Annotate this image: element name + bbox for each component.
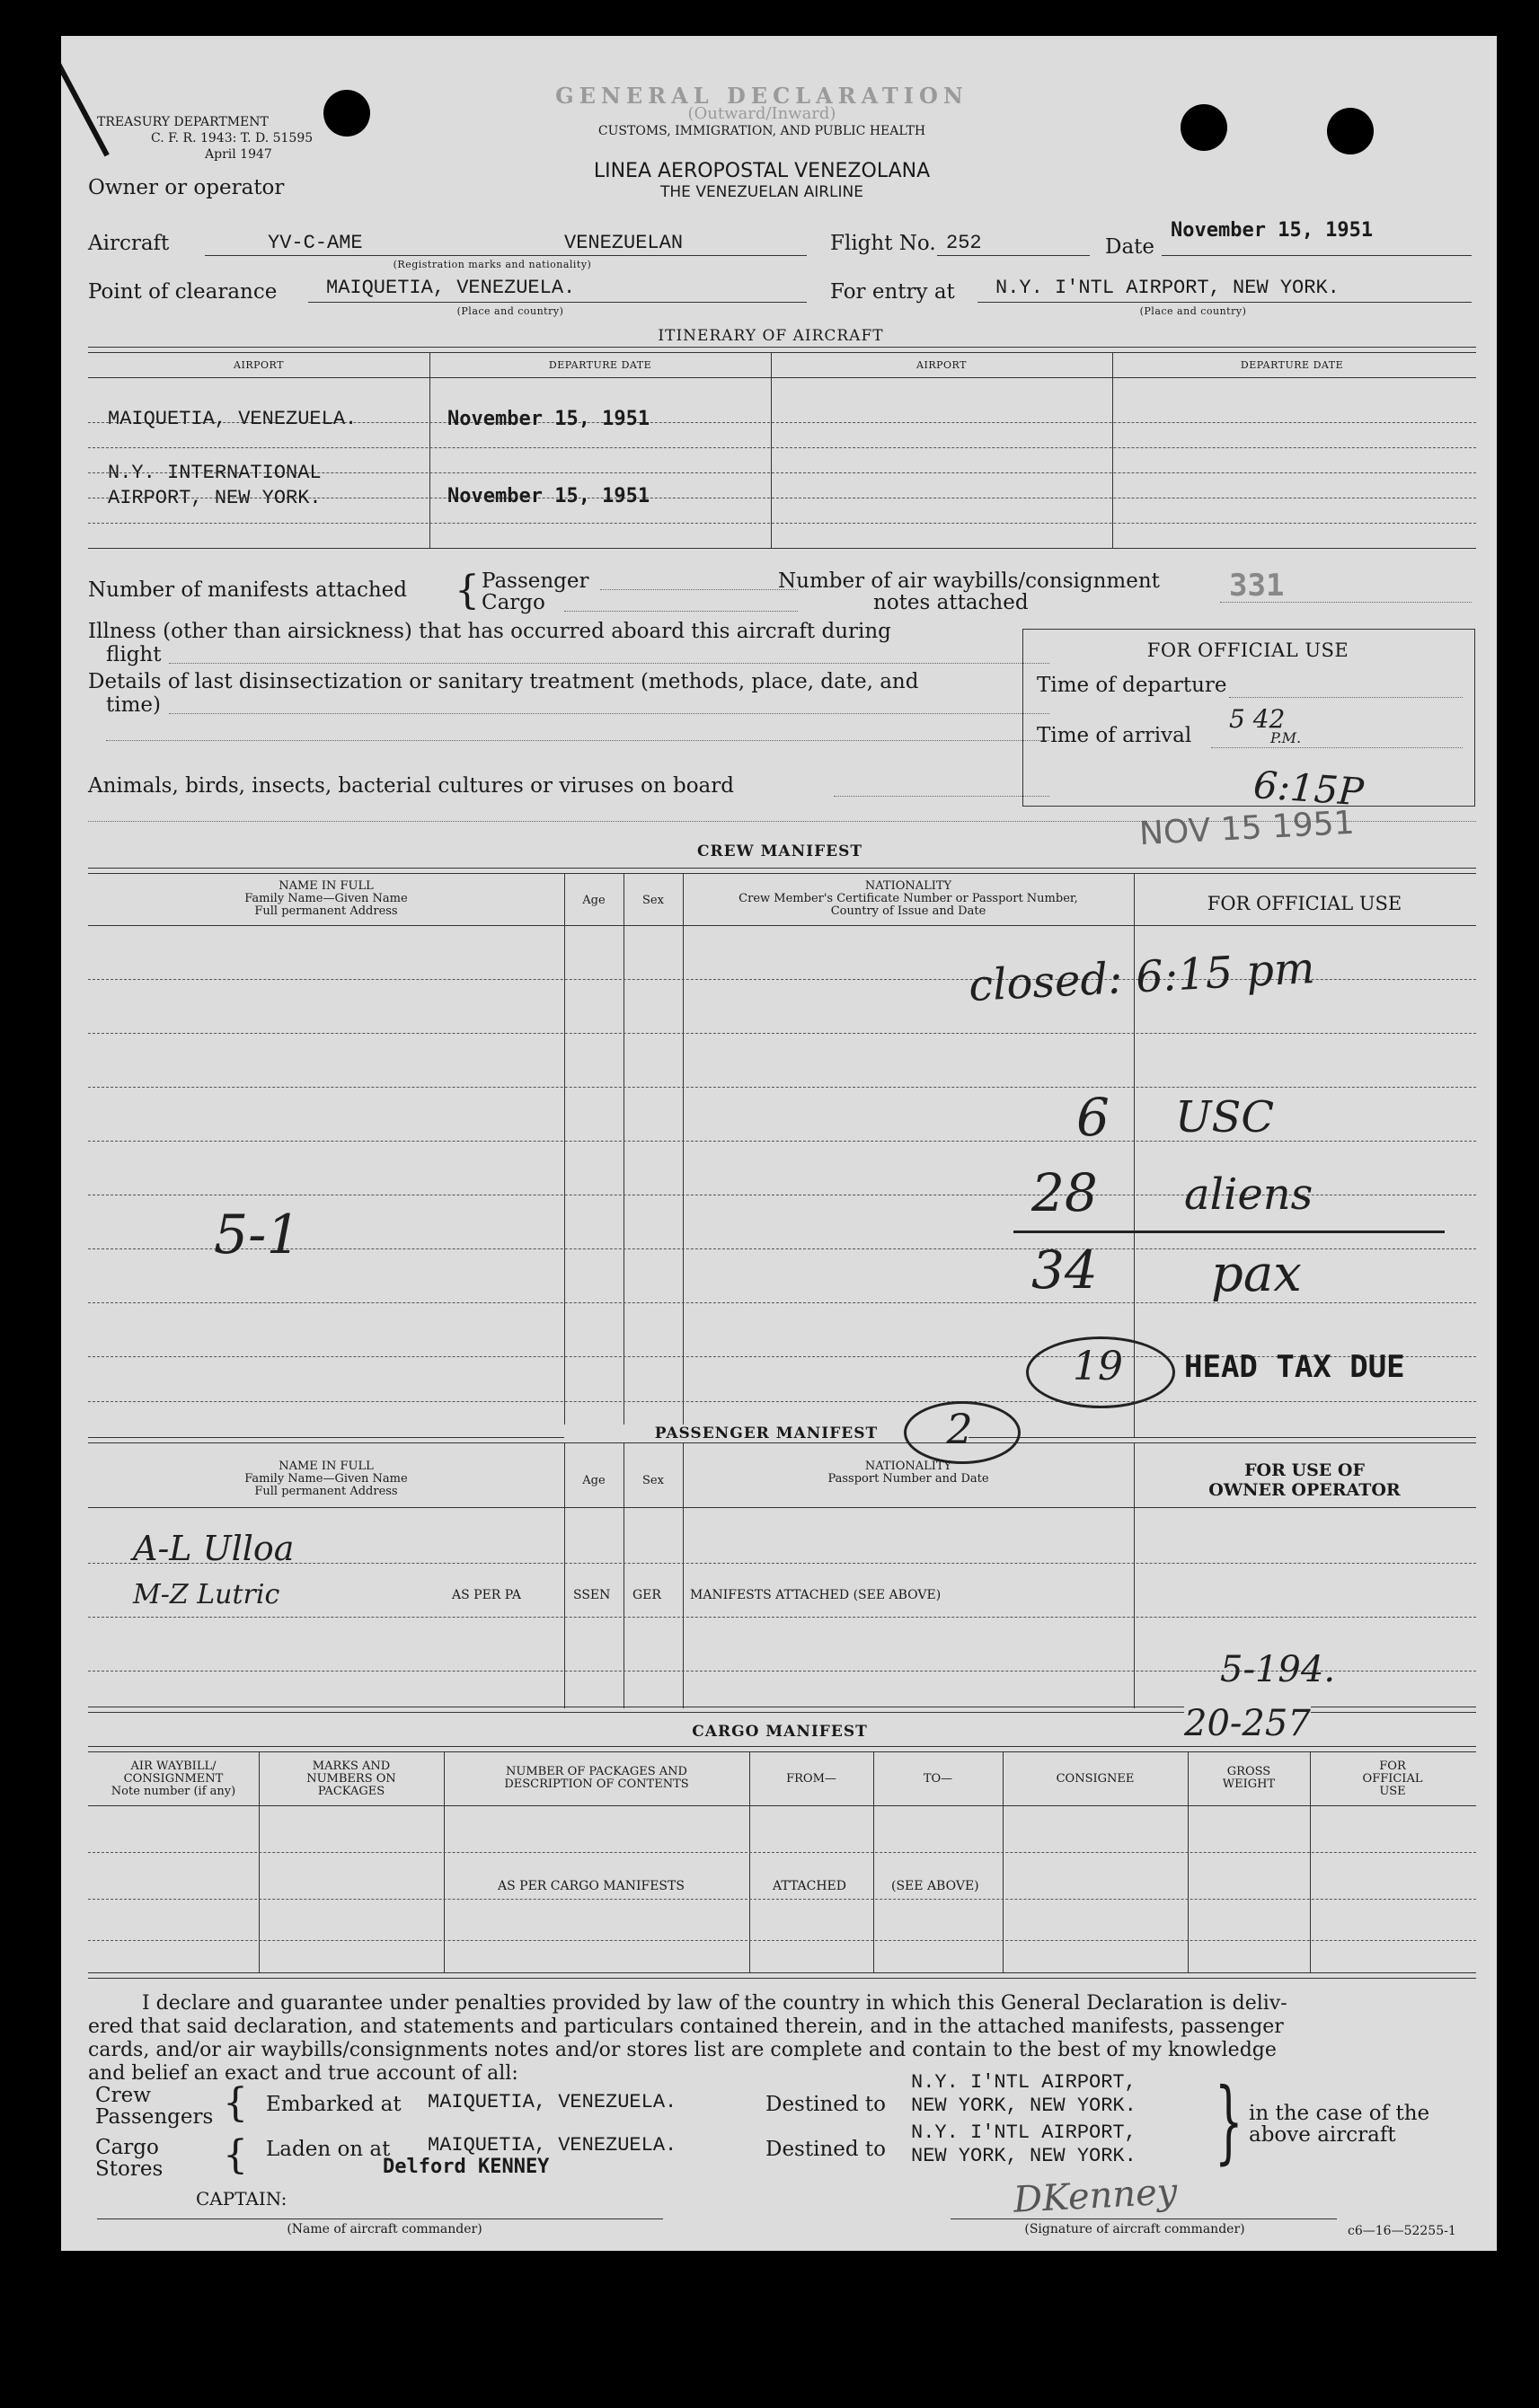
form-ref-cfr: C. F. R. 1943: T. D. 51595 — [151, 131, 314, 146]
form-ref-dept: TREASURY DEPARTMENT — [97, 115, 269, 129]
entry-point: N.Y. I'NTL AIRPORT, NEW YORK. — [995, 277, 1340, 299]
cargo-as-per: AS PER CARGO MANIFESTS — [498, 1879, 685, 1893]
entry-caption: (Place and country) — [1139, 305, 1247, 317]
corner-mark — [61, 59, 110, 157]
laden-label: Laden on at — [266, 2138, 391, 2161]
crew-note: 5-1 — [214, 1204, 301, 1266]
crew-col-name-3: Full permanent Address — [254, 904, 398, 918]
punch-hole — [323, 90, 370, 137]
date-label: Date — [1105, 235, 1155, 259]
declaration-line-4: and belief an exact and true account of all: — [88, 2062, 518, 2085]
crew-col-name-1: NAME IN FULL — [279, 879, 374, 893]
cargo-col-waybill-3: Note number (if any) — [111, 1785, 236, 1798]
pax-col-name-2: Family Name—Given Name — [244, 1472, 408, 1486]
cargo-col-official — [1310, 1760, 1475, 1798]
itin-col-departure-2: DEPARTURE DATE — [1240, 359, 1344, 371]
pax-as-per: AS PER PA — [452, 1588, 522, 1602]
crew-col-nat-2: Crew Member's Certificate Number or Passport Number, — [739, 892, 1078, 905]
closed-note: closed: 6:15 pm — [967, 942, 1316, 1012]
cargo-word: Cargo — [95, 2136, 159, 2159]
time-departure-label: Time of departure — [1037, 674, 1227, 697]
cargo-col-waybill-2: CONSIGNMENT — [123, 1772, 224, 1786]
punch-hole — [1181, 104, 1227, 151]
illness-label-2: flight — [106, 643, 162, 666]
date-stamp: NOV 15 1951 — [1138, 804, 1356, 853]
declaration-line-2: ered that said declaration, and statements and particulars contained therein, and in the attached manifests, passenger — [88, 2015, 1284, 2038]
destined-label-1: Destined to — [765, 2093, 887, 2116]
pax-col-name-1: NAME IN FULL — [279, 1460, 374, 1473]
embarked-label: Embarked at — [266, 2093, 402, 2116]
signature-caption: (Signature of aircraft commander) — [1024, 2222, 1245, 2236]
aircraft-nationality: VENEZUELAN — [564, 232, 684, 254]
arrival-time-pm: P.M. — [1270, 729, 1302, 746]
destination-2a: N.Y. I'NTL AIRPORT, — [911, 2121, 1137, 2144]
crew-col-nat-1: NATIONALITY — [864, 879, 952, 893]
pax-number-1: 5-194. — [1220, 1649, 1336, 1690]
animals-label: Animals, birds, insects, bacterial cultures or viruses on board — [88, 774, 734, 798]
captain-signature: DKenney — [1012, 2171, 1179, 2221]
manifests-attached-label: Number of manifests attached — [88, 578, 407, 602]
commander-name: Delford KENNEY — [383, 2156, 550, 2178]
itin-date-2: November 15, 1951 — [447, 485, 650, 507]
inspector-initials: 6:15P — [1252, 763, 1366, 815]
declaration-line-1: I declare and guarantee under penalties provided by law of the country in which this General Declaration is deliv- — [142, 1992, 1287, 2015]
destination-1a: N.Y. I'NTL AIRPORT, — [911, 2071, 1137, 2094]
tally-aliens-label: aliens — [1184, 1169, 1313, 1220]
crew-col-age: Age — [582, 894, 606, 907]
tally-usc-label: USC — [1175, 1092, 1275, 1142]
itin-col-airport: AIRPORT — [234, 359, 284, 371]
waybills-value: 331 — [1229, 568, 1285, 604]
manifest-cargo: Cargo — [482, 591, 545, 614]
tally-usc: 6 — [1076, 1087, 1110, 1148]
itin-col-airport-2: AIRPORT — [916, 359, 967, 371]
disinsect-label: Details of last disinsectization or sanitary treatment (methods, place, date, and — [88, 670, 919, 693]
itinerary-title: ITINERARY OF AIRCRAFT — [658, 327, 884, 345]
destined-label-2: Destined to — [765, 2138, 887, 2161]
pax-col-owner-2: OWNER OPERATOR — [1208, 1480, 1401, 1500]
cargo-col-waybill-1: AIR WAYBILL/ — [130, 1760, 217, 1773]
cargo-col-off-1: FOR — [1379, 1760, 1406, 1773]
disinsect-label-2: time) — [106, 693, 161, 717]
registration-caption: (Registration marks and nationality) — [393, 259, 592, 270]
itin-col-departure: DEPARTURE DATE — [548, 359, 652, 371]
waybills-label: Number of air waybills/consignment — [778, 569, 1160, 593]
pax-col-nat-2: Passport Number and Date — [827, 1472, 989, 1486]
aircraft-registration: YV-C-AME — [268, 232, 363, 254]
cargo-col-number — [444, 1766, 749, 1791]
illness-label: Illness (other than airsickness) that has occurred aboard this aircraft during — [88, 620, 891, 643]
cargo-col-num-1: NUMBER OF PACKAGES AND — [506, 1765, 687, 1778]
pax-col-name — [88, 1460, 564, 1498]
commander-caption: (Name of aircraft commander) — [287, 2222, 482, 2236]
crew-col-nationality — [683, 880, 1134, 918]
notes-attached-label: notes attached — [873, 591, 1029, 614]
cargo-col-marks-2: NUMBERS ON — [306, 1772, 396, 1786]
tally-sum-line — [1013, 1230, 1445, 1233]
destination-2b: NEW YORK, NEW YORK. — [911, 2145, 1137, 2167]
clearance-label: Point of clearance — [88, 280, 278, 304]
flight-number: 252 — [946, 232, 982, 254]
declaration-form: TREASURY DEPARTMENT C. F. R. 1943: T. D. 51595 April 1947 Owner or operator GENERAL DECLARATION (Outward/Inward) CUSTOMS, IMMIGRATION, AND PUBLIC HEALTH LINEA AEROPOSTAL VENEZOLANA THE VENEZUELAN AIRLINE Aircraft YV-C-AME VENEZUELAN (Registration marks and nationality) Flight No. 252 Date November 15, 1951 Point of clearance MAIQUETIA, VENEZUELA. (Place and country) For entry at N.Y. I'NTL AIRPORT, NEW YORK. (Place and country) ITINERARY OF AIRCRAFT AIRPORT DEPARTURE DATE AIRPORT DEPARTURE DATE MAIQUETIA, VENEZUELA. November 15, 1951 N.Y. INTERNATIONAL AIRPORT, NEW YORK. November 15, 1951 Number of manifests attached { Passenger Cargo Number of air waybills/consignment notes attached 331 Illness (other than airsickness) that has occurred aboard this aircraft during flight Details of last disinsectization or sanitary treatment (methods, place, date, and time) Animals, birds, insects, bacterial cultures or viruses on board FOR OFFICIAL USE Time of departure Time of arrival 5 42 P.M. 6:15P NOV 15 1951 CREW MANIFEST NAME IN FULL Family Name—Given Name Full permanent Address Age Sex NATIONALITY Crew Member's Certificate Number or Passport Number, Country of Issue and Date FOR OFFICIAL USE closed: 6:15 pm 5-1 6 USC 28 aliens 34 pax 19 HEAD TAX DUE PASSENGER MANIFEST 2 NAME IN FULL Family Name—Given Name Full permanent Address Age Sex NATIONALITY Passport Number and Date FOR USE OF OWNER OPERATOR A-L Ulloa M-Z Lutric AS PER PA SSEN GER MANIFESTS ATTACHED (SEE ABOVE) 5-194. 20-257 CARGO MANIFEST AIR WAYBILL/ CONSIGNMENT Note number (if any) MARKS AND NUMBERS ON PACKAGES NUMBER OF PACKAGES AND DESCRIPTION OF CONTENTS FROM— TO— CONSIGNEE GROSS WEIGHT FOR OFFICIAL USE AS PER CARGO MANIFESTS ATTACHED (SEE ABOVE) I declare and guarantee under penalties provided by law of the country in which this General Declaration is deliv- ered that said declaration, and statements and particulars contained therein, and in the attached manifests, passenger cards, and/or air waybills/consignments notes and/or stores list are complete and contain to the best of my knowledge and belief an exact and true account of all: Crew Passengers { Embarked at MAIQUETIA, VENEZUELA. Destined to N.Y. I'NTL AIRPORT, NEW YORK, NEW YORK. Cargo Stores { Laden on at MAIQUETIA, VENEZUELA. Destined to N.Y. I'NTL AIRPORT, NEW YORK, NEW YORK. } in the case of the above aircraft Delford KENNEY CAPTAIN: (Name of aircraft commander) DKenney (Signature of aircraft commander) c6—16—52255-1 — [61, 36, 1497, 2251]
case-of-line-1: in the case of the — [1249, 2102, 1430, 2125]
passenger-circled-count: 2 — [946, 1405, 973, 1453]
pax-ssen: SSEN — [573, 1588, 611, 1602]
pax-hand-1: A-L Ulloa — [133, 1529, 295, 1568]
destination-1b: NEW YORK, NEW YORK. — [911, 2095, 1137, 2117]
pax-col-owner-1: FOR USE OF — [1244, 1460, 1365, 1480]
cargo-col-off-3: USE — [1379, 1785, 1406, 1798]
owner-label: Owner or operator — [88, 176, 285, 199]
itin-airport-2a: N.Y. INTERNATIONAL — [108, 462, 322, 484]
pax-col-nationality — [683, 1460, 1134, 1486]
laden-place: MAIQUETIA, VENEZUELA. — [428, 2134, 677, 2157]
cargo-col-consignee: CONSIGNEE — [1056, 1772, 1135, 1786]
captain-label: CAPTAIN: — [196, 2188, 287, 2210]
crew-col-sex: Sex — [642, 894, 664, 907]
cargo-col-marks-1: MARKS AND — [312, 1760, 391, 1773]
aircraft-label: Aircraft — [88, 232, 170, 255]
pax-col-nat-1: NATIONALITY — [864, 1460, 952, 1473]
pax-col-age: Age — [582, 1474, 606, 1487]
cargo-col-gross-2: WEIGHT — [1222, 1777, 1276, 1791]
form-number: c6—16—52255-1 — [1348, 2224, 1456, 2238]
cargo-col-marks — [259, 1760, 444, 1798]
head-tax-count: 19 — [1073, 1344, 1123, 1389]
form-agencies: CUSTOMS, IMMIGRATION, AND PUBLIC HEALTH — [597, 124, 926, 138]
official-use-title: FOR OFFICIAL USE — [1146, 639, 1349, 661]
flight-no-label: Flight No. — [830, 232, 936, 255]
head-tax-due: HEAD TAX DUE — [1184, 1349, 1405, 1385]
form-subtitle: (Outward/Inward) — [687, 104, 836, 123]
pax-ger: GER — [632, 1588, 661, 1602]
embarked-place: MAIQUETIA, VENEZUELA. — [428, 2091, 677, 2113]
cargo-col-waybill — [88, 1760, 259, 1798]
airline-name: LINEA AEROPOSTAL VENEZOLANA — [593, 160, 931, 182]
entry-label: For entry at — [830, 280, 955, 304]
cargo-col-gross-1: GROSS — [1226, 1765, 1271, 1778]
crew-word: Crew — [95, 2084, 151, 2107]
pax-col-name-3: Full permanent Address — [254, 1485, 398, 1498]
crew-col-name — [88, 880, 564, 918]
airline-name-english: THE VENEZUELAN AIRLINE — [660, 183, 863, 201]
stores-word: Stores — [95, 2157, 164, 2181]
cargo-col-off-2: OFFICIAL — [1362, 1772, 1423, 1786]
pax-hand-2: M-Z Lutric — [133, 1579, 280, 1610]
itin-date-1: November 15, 1951 — [447, 408, 650, 430]
tally-pax-label: pax — [1211, 1245, 1302, 1303]
crew-manifest-title: CREW MANIFEST — [696, 842, 863, 860]
pax-manifests-attached: MANIFESTS ATTACHED (SEE ABOVE) — [690, 1588, 942, 1602]
crew-col-nat-3: Country of Issue and Date — [830, 904, 986, 918]
pax-col-owner — [1134, 1460, 1475, 1500]
tally-aliens: 28 — [1031, 1162, 1098, 1223]
cargo-col-num-2: DESCRIPTION OF CONTENTS — [504, 1777, 689, 1791]
cargo-col-gross — [1188, 1766, 1310, 1791]
punch-hole — [1327, 108, 1374, 154]
crew-col-official: FOR OFFICIAL USE — [1207, 893, 1402, 914]
manifest-passenger: Passenger — [482, 569, 589, 593]
tally-pax: 34 — [1031, 1239, 1098, 1301]
clearance-point: MAIQUETIA, VENEZUELA. — [326, 277, 576, 299]
cargo-see-above: (SEE ABOVE) — [891, 1879, 979, 1893]
pax-number-2: 20-257 — [1184, 1703, 1311, 1744]
case-of-line-2: above aircraft — [1249, 2123, 1396, 2147]
cargo-manifest-title: CARGO MANIFEST — [692, 1723, 868, 1741]
cargo-col-marks-3: PACKAGES — [317, 1785, 385, 1798]
cargo-attached: ATTACHED — [773, 1879, 846, 1893]
crew-col-name-2: Family Name—Given Name — [244, 892, 408, 905]
arrival-time-value: 5 42 — [1229, 704, 1286, 734]
itin-airport-1: MAIQUETIA, VENEZUELA. — [108, 408, 358, 430]
passengers-word: Passengers — [95, 2105, 214, 2129]
passenger-manifest-title: PASSENGER MANIFEST — [564, 1425, 969, 1442]
form-ref-date: April 1947 — [205, 147, 272, 162]
pax-col-sex: Sex — [642, 1474, 664, 1487]
flight-date: November 15, 1951 — [1171, 219, 1374, 242]
itin-airport-2b: AIRPORT, NEW YORK. — [108, 487, 322, 509]
declaration-line-3: cards, and/or air waybills/consignments notes and/or stores list are complete and contain to the best of my knowledge — [88, 2039, 1277, 2061]
form-title: GENERAL DECLARATION — [555, 83, 969, 109]
cargo-col-from: FROM— — [786, 1772, 836, 1786]
place-caption: (Place and country) — [456, 305, 564, 317]
cargo-col-to: TO— — [923, 1772, 953, 1786]
time-arrival-label: Time of arrival — [1037, 724, 1192, 747]
